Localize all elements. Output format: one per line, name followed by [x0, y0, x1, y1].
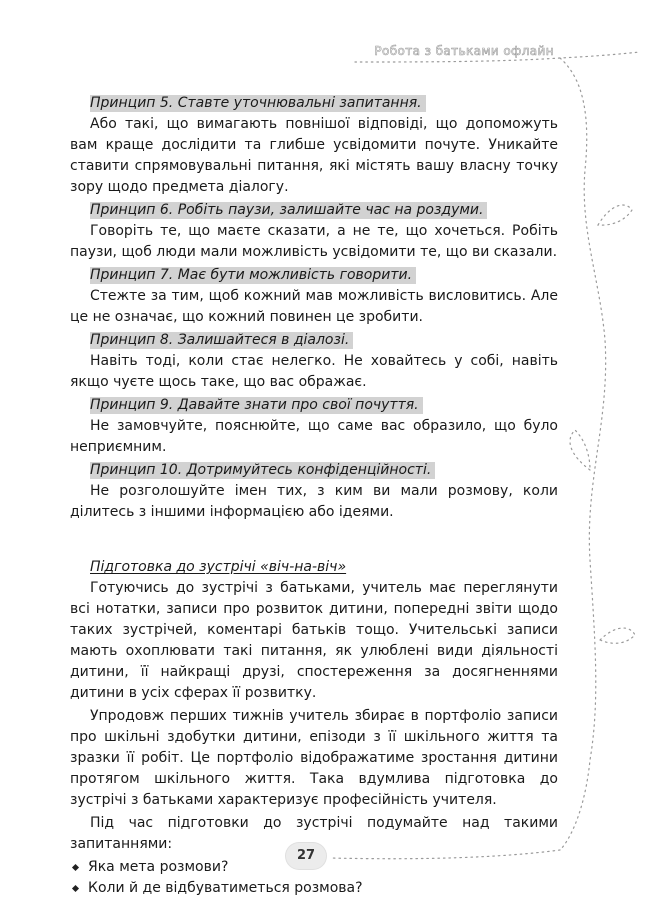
- principle-block: [70, 460, 558, 523]
- principle-title: Принцип 5. Ставте уточнювальні запитання.: [90, 95, 426, 112]
- principle-title: Принцип 9. Давайте знати про свої почуття.: [90, 397, 423, 414]
- principle-heading: [70, 200, 558, 221]
- running-header: Робота з батьками офлайн: [374, 44, 554, 58]
- principle-text: Не розголошуйте імен тих, з ким ви мали розмову, коли ділитесь з іншими інформацією або ідеями.: [70, 483, 558, 520]
- principle-text: Навіть тоді, коли стає нелегко. Не ховайтесь у собі, навіть якщо чуєте щось таке, що вас ображає.: [70, 353, 558, 390]
- section-paragraph: Упродовж перших тижнів учитель збирає в портфоліо записи про шкільні здобутки дитини, епізоди з її шкільного життя та зразки її робіт. Це портфоліо відображатиме зростання дитини протягом шкільного життя. Така вдумлива підготовка до зустрічі з батьками характеризує професійність учителя.: [70, 708, 558, 808]
- list-item-text: Яка мета розмови?: [88, 859, 229, 875]
- principle-block: [70, 265, 558, 328]
- page-body: [70, 93, 558, 899]
- principle-text: Говоріть те, що маєте сказати, а не те, що хочеться. Робіть паузи, щоб люди мали можливість усвідомити те, що ви сказали.: [70, 223, 558, 260]
- principle-block: [70, 395, 558, 458]
- principle-title: Принцип 10. Дотримуйтесь конфіденційності.: [90, 462, 435, 479]
- principle-heading: [70, 395, 558, 416]
- list-item: [70, 878, 558, 899]
- list-item-text: Коли й де відбуватиметься розмова?: [88, 880, 363, 896]
- principle-title: Принцип 8. Залишайтеся в діалозі.: [90, 332, 353, 349]
- section-paragraph: Під час підготовки до зустрічі подумайте над такими запитаннями:: [70, 815, 558, 852]
- section-paragraph: Готуючись до зустрічі з батьками, учитель має переглянути всі нотатки, записи про розвиток дитини, попередні звіти щодо таких зустрічей, коментарі батьків тощо. Учительські записи мають охоплювати такі питання, як улюблені види діяльності дитини, її найкращі друзі, спостереження за досягненнями дитини в усіх сферах її розвитку.: [70, 580, 558, 701]
- bullet-diamond-icon: [72, 864, 79, 871]
- principle-title: Принцип 7. Має бути можливість говорити.: [90, 267, 416, 284]
- principle-title: Принцип 6. Робіть паузи, залишайте час на роздуми.: [90, 202, 487, 219]
- principle-block: [70, 93, 558, 198]
- principle-block: [70, 330, 558, 393]
- bullet-diamond-icon: [72, 885, 79, 892]
- principle-heading: [70, 265, 558, 286]
- principle-heading: [70, 460, 558, 481]
- principle-text: Не замовчуйте, пояснюйте, що саме вас образило, що було неприємним.: [70, 418, 558, 455]
- section-title: Підготовка до зустрічі «віч-на-віч»: [90, 559, 347, 575]
- principle-heading: [70, 93, 558, 114]
- principle-text: Стежте за тим, щоб кожний мав можливість висловитись. Але це не означає, що кожний повинен це зробити.: [70, 288, 558, 325]
- principle-block: [70, 200, 558, 263]
- principle-text: Або такі, що вимагають повнішої відповіді, що допоможуть вам краще дослідити та глибше усвідомити почуте. Уникайте ставити спрямовувальні питання, які містять вашу власну точку зору щодо предмета діалогу.: [70, 116, 558, 195]
- principle-heading: [70, 330, 558, 351]
- page-number: 27: [286, 843, 326, 869]
